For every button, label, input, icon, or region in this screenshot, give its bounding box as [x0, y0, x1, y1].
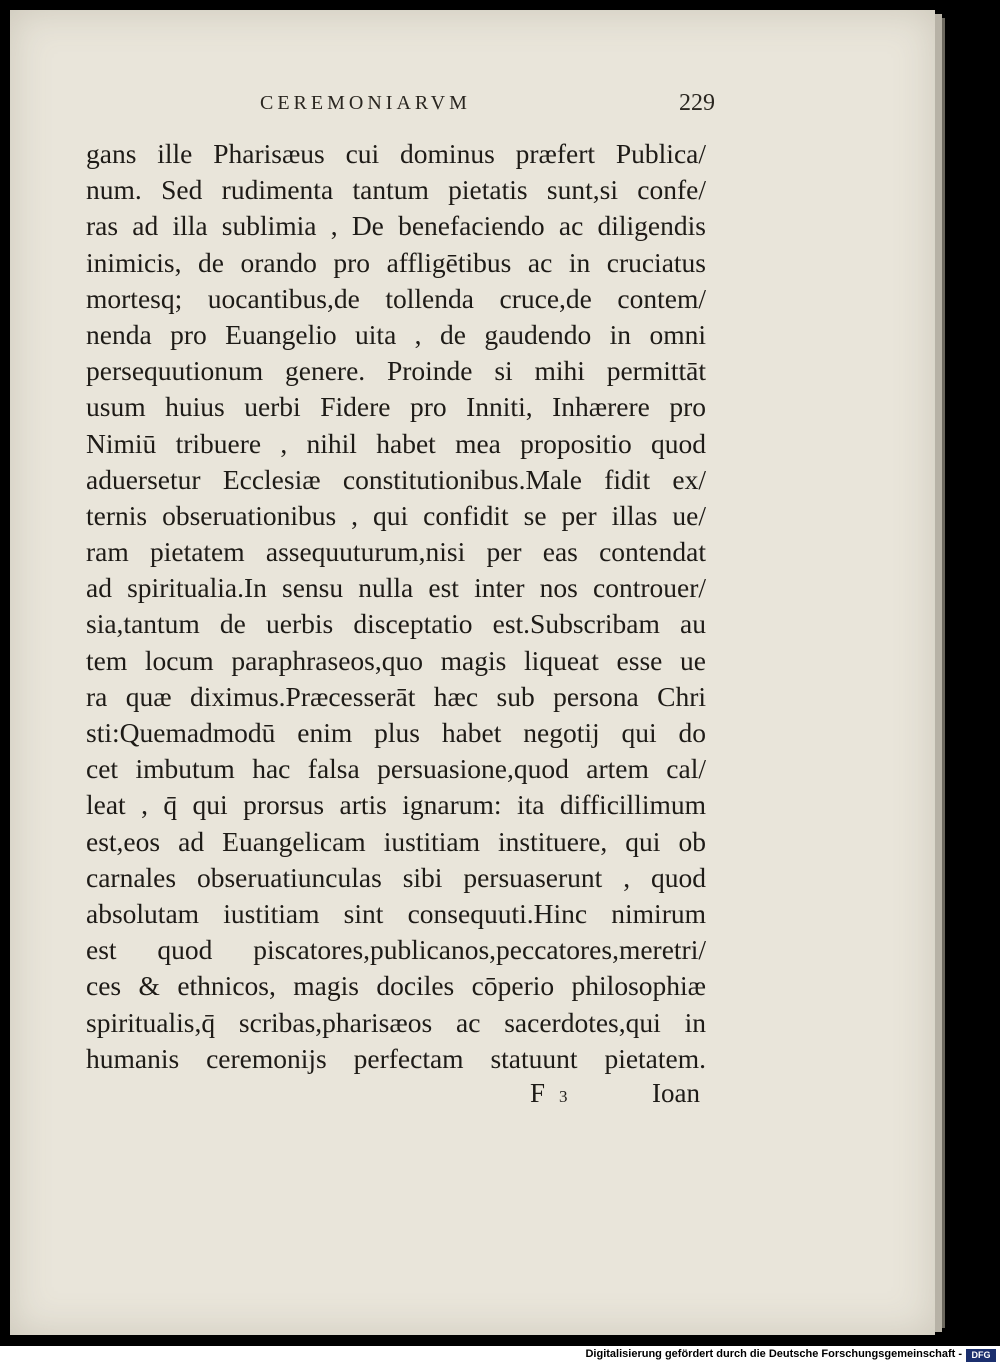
text-line: sti:Quemadmodū enim plus habet negotij qui do	[86, 717, 706, 748]
text-line: Nimiū tribuere , nihil habet mea propositio quod	[86, 427, 706, 459]
text-line: persequutionum genere. Proinde si mihi permittāt	[86, 355, 706, 387]
text-line: gans ille Pharisæus cui dominus præfert Publica/	[86, 138, 706, 169]
text-line: aduersetur Ecclesiæ constitutionibus.Male fidit ex/	[86, 463, 706, 495]
signature-letter: F	[530, 1078, 546, 1108]
text-line: ram pietatem assequuturum,nisi per eas contendat	[86, 536, 706, 568]
text-line: absolutam iustitiam sint consequuti.Hinc nimirum	[86, 897, 706, 929]
text-line: inimicis, de orando pro affligētibus ac in cruciatus	[86, 246, 706, 278]
body-text	[86, 136, 706, 1077]
text-line: num. Sed rudimenta tantum pietatis sunt,si confe/	[86, 174, 706, 206]
text-line: mortesq; uocantibus,de tollenda cruce,de contem/	[86, 282, 706, 314]
text-line: ad spiritualia.In sensu nulla est inter nos controuer/	[86, 572, 706, 604]
text-line: ternis obseruationibus , qui confidit se per illas ue/	[86, 499, 706, 531]
page-number: 229	[679, 90, 715, 116]
text-line: est,eos ad Euangelicam iustitiam instituere, qui ob	[86, 825, 706, 857]
signature-number: 3	[559, 1087, 568, 1106]
text-line: spiritualis,q̄ scribas,pharisæos ac sacerdotes,qui in	[86, 1006, 706, 1038]
page-header	[260, 90, 715, 124]
text-line: est quod piscatores,publicanos,peccatores,meretri/	[86, 934, 706, 966]
text-line: carnales obseruatiunculas sibi persuaserunt , quod	[86, 861, 706, 893]
page-footer	[530, 1078, 700, 1114]
page-edge	[935, 14, 942, 1332]
funding-credit: Digitalisierung gefördert durch die Deutsche Forschungsgemeinschaft -	[585, 1348, 962, 1360]
credit-bar	[0, 1346, 1000, 1366]
catchword: Ioan	[652, 1078, 700, 1108]
page-edge-shadow	[942, 18, 945, 1328]
text-line: cet imbutum hac falsa persuasione,quod artem cal/	[86, 753, 706, 785]
book-page	[10, 10, 935, 1335]
text-line: usum huius uerbi Fidere pro Inniti, Inhærere pro	[86, 391, 706, 423]
text-line: leat , q̄ qui prorsus artis ignarum: ita difficillimum	[86, 789, 706, 821]
text-line: tem locum paraphraseos,quo magis liqueat esse ue	[86, 644, 706, 676]
dfg-logo-icon: DFG	[966, 1349, 996, 1362]
text-line: nenda pro Euangelio uita , de gaudendo in omni	[86, 318, 706, 350]
text-line: ra quæ diximus.Præcesserāt hæc sub persona Chri	[86, 680, 706, 712]
text-line: sia,tantum de uerbis disceptatio est.Subscribam au	[86, 608, 706, 640]
text-line: ces & ethnicos, magis dociles cōperio philosophiæ	[86, 970, 706, 1002]
running-title: CEREMONIARVM	[260, 92, 471, 114]
text-line: ras ad illa sublimia , De benefaciendo ac diligendis	[86, 210, 706, 242]
text-line: humanis ceremonijs perfectam statuunt pietatem.	[86, 1042, 706, 1074]
signature-mark	[530, 1078, 568, 1109]
